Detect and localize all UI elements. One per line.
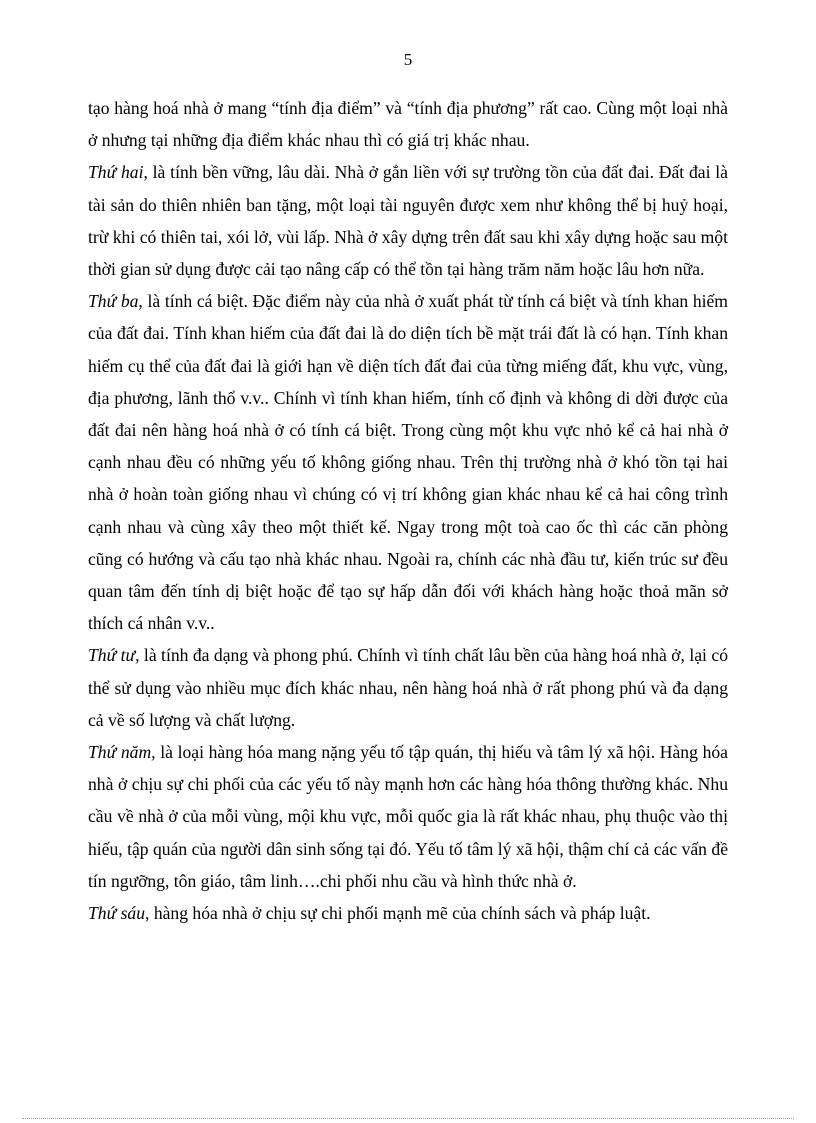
paragraph-thu-nam [88, 736, 728, 897]
paragraph-text: , hàng hóa nhà ở chịu sự chi phối mạnh mẽ của chính sách và pháp luật. [145, 903, 651, 924]
paragraph-thu-sau [88, 897, 728, 929]
paragraph-continuation [88, 92, 728, 156]
paragraph-lead: Thứ ba [88, 291, 139, 312]
paragraph-text: là loại hàng hóa mang nặng yếu tố tập quán, thị hiếu và tâm lý xã hội. Hàng hóa nhà ở chịu sự chi phối của các yếu tố này mạnh hơn các hàng hóa thông thường khác. Nhu cầu về nhà ở của mỗi vùng, mội khu vực, mỗi quốc gia là rất khác nhau, phụ thuộc vào thị hiếu, tập quán của người dân sinh sống tại đó. Yếu tố tâm lý xã hội, thậm chí cả các vấn đề tín ngưỡng, tôn giáo, tâm linh….chi phối nhu cầu và hình thức nhà ở. [88, 742, 728, 891]
paragraph-thu-ba [88, 285, 728, 639]
paragraph-thu-tu [88, 639, 728, 736]
paragraph-text: tạo hàng hoá nhà ở mang “tính địa điểm” và “tính địa phương” rất cao. Cùng một loại nhà ở nhưng tại những địa điểm khác nhau thì có giá trị khác nhau. [88, 98, 728, 151]
paragraph-text: , là tính cá biệt. Đặc điểm này của nhà ở xuất phát từ tính cá biệt và tính khan hiếm của đất đai. Tính khan hiếm của đất đai là do diện tích bề mặt trái đất là có hạn. Tính khan hiếm cụ thể của đất đai là giới hạn về diện tích đất đai của từng miếng đất, khu vực, vùng, địa phương, lãnh thổ v.v.. Chính vì tính khan hiếm, tính cố định và không di dời được của đất đai nên hàng hoá nhà ở có tính cá biệt. Trong cùng một khu vực nhỏ kể cả hai nhà ở cạnh nhau đều có những yếu tố không giống nhau. Trên thị trường nhà ở khó tồn tại hai nhà ở hoàn toàn giống nhau vì chúng có vị trí không gian khác nhau kể cả hai công trình cạnh nhau và cùng xây theo một thiết kế. Ngay trong một toà cao ốc thì các căn phòng cũng có hướng và cấu tạo nhà khác nhau. Ngoài ra, chính các nhà đầu tư, kiến trúc sư đều quan tâm đến tính dị biệt hoặc để tạo sự hấp dẫn đối với khách hàng hoặc thoả mãn sở thích cá nhân v.v.. [88, 291, 728, 634]
document-body [88, 92, 728, 929]
paragraph-lead: Thứ sáu [88, 903, 146, 924]
paragraph-lead: Thứ năm, [88, 742, 156, 763]
page-bottom-divider [22, 1118, 794, 1119]
paragraph-lead: Thứ tư, [88, 645, 140, 666]
page-number: 5 [403, 50, 413, 69]
paragraph-lead: Thứ hai [88, 162, 144, 183]
paragraph-text: , là tính bền vững, lâu dài. Nhà ở gắn liền với sự trường tồn của đất đai. Đất đai là tài sản do thiên nhiên ban tặng, một loại tài nguyên được xem như không thể bị huỷ hoại, trừ khi có thiên tai, xói lở, vùi lấp. Nhà ở xây dựng trên đất sau khi xây dựng hoặc sau một thời gian sử dụng được cải tạo nâng cấp có thể tồn tại hàng trăm năm hoặc lâu hơn nữa. [88, 162, 728, 280]
paragraph-text: là tính đa dạng và phong phú. Chính vì tính chất lâu bền của hàng hoá nhà ở, lại có thể sử dụng vào nhiều mục đích khác nhau, nên hàng hoá nhà ở rất phong phú và đa dạng cả về số lượng và chất lượng. [88, 645, 728, 730]
paragraph-thu-hai [88, 156, 728, 285]
